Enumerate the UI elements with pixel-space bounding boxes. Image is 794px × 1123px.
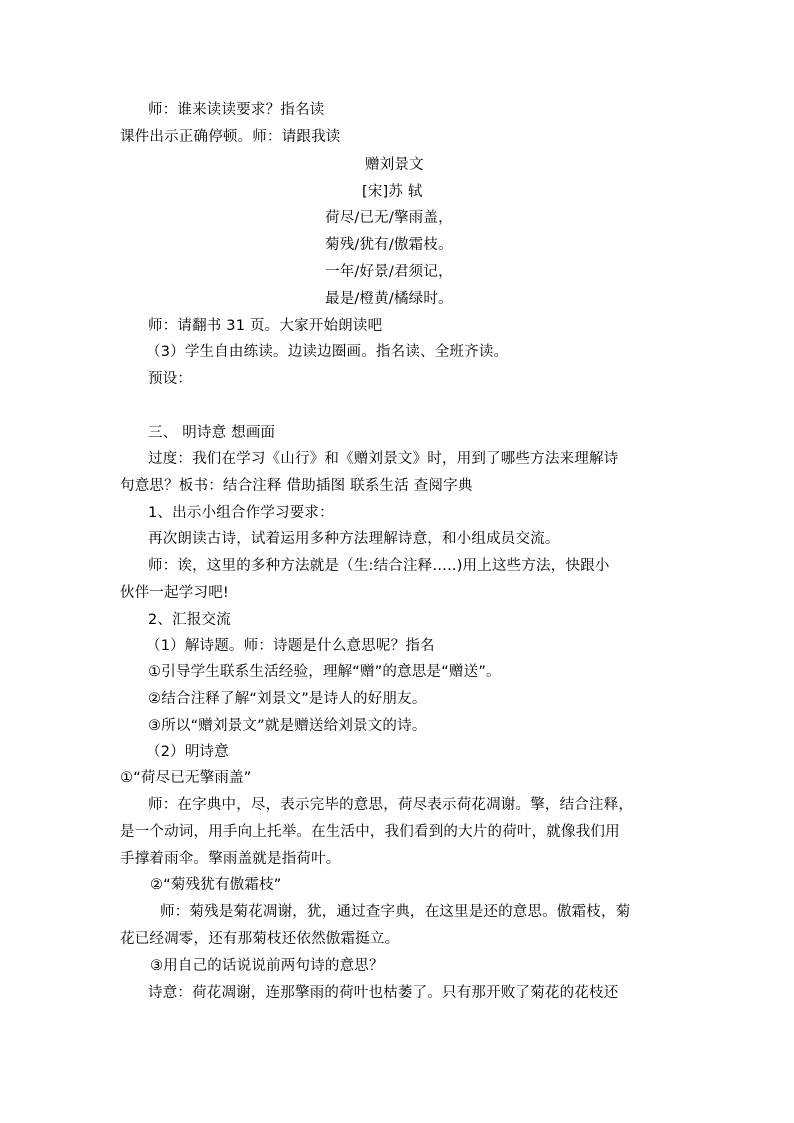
text-line: 课件出示正确停顿。师：请跟我读 (120, 129, 341, 145)
text-line: 花已经凋零，还有那菊枝还依然傲霜挺立。 (120, 931, 400, 947)
text-line: 师：在字典中，尽，表示完毕的意思，荷尽表示荷花凋谢。擎，结合注释， (148, 797, 634, 813)
text-line: ②“菊残犹有傲霜枝” (150, 877, 282, 893)
text-line: 师：菊残是菊花凋谢，犹，通过查字典，在这里是还的意思。傲霜枝，菊 (160, 904, 631, 920)
text-line: 师：请翻书 31 页。大家开始朗读吧 (148, 318, 383, 334)
text-line: 句意思？板书：结合注释 借助插图 联系生活 查阅字典 (120, 478, 473, 494)
text-line: 2、汇报交流 (148, 612, 231, 628)
text-line: ①“荷尽已无擎雨盖” (120, 770, 252, 786)
text-line: （2）明诗意 (146, 744, 229, 760)
text-line: 手撑着雨伞。擎雨盖就是指荷叶。 (120, 851, 341, 867)
text-line: （1）解诗题。师：诗题是什么意思呢？指名 (146, 638, 435, 654)
text-line: 诗意：荷花凋谢，连那擎雨的荷叶也枯萎了。只有那开败了菊花的花枝还 (148, 985, 619, 1001)
text-line: ③所以“赠刘景文”就是赠送给刘景文的诗。 (148, 718, 427, 734)
text-line: （3）学生自由练读。边读边圈画。指名读、全班齐读。 (146, 344, 509, 360)
text-line: ①引导学生联系生活经验，理解“赠”的意思是“赠送”。 (148, 664, 501, 680)
text-line: 再次朗读古诗，试着运用多种方法理解诗意，和小组成员交流。 (148, 531, 560, 547)
text-line: 1、出示小组合作学习要求： (148, 505, 334, 521)
poem-line: 菊残/犹有/傲霜枝。 (325, 237, 453, 253)
poem-author: [宋]苏 轼 (362, 184, 423, 200)
text-line: 过度：我们在学习《山行》和《赠刘景文》时，用到了哪些方法来理解诗 (148, 451, 619, 467)
poem-line: 一年/好景/君须记， (325, 264, 453, 280)
poem-line: 荷尽/已无/擎雨盖， (325, 210, 453, 226)
poem-title: 赠刘景文 (365, 157, 424, 173)
text-line: 预设： (148, 371, 193, 387)
text-line: 师：谁来读读要求？指名读 (148, 102, 325, 118)
text-line: ③用自己的话说说前两句诗的意思？ (150, 958, 384, 974)
text-line: 师：诶，这里的多种方法就是（生:结合注释…..)用上这些方法，快跟小 (148, 558, 610, 574)
poem-line: 最是/橙黄/橘绿时。 (325, 291, 453, 307)
text-line: ②结合注释了解“刘景文”是诗人的好朋友。 (148, 691, 427, 707)
text-line: 是一个动词，用手向上托举。在生活中，我们看到的大片的荷叶，就像我们用 (120, 824, 620, 840)
text-line: 伙伴一起学习吧! (120, 585, 229, 601)
section-heading: 三、 明诗意 想画面 (148, 425, 276, 441)
